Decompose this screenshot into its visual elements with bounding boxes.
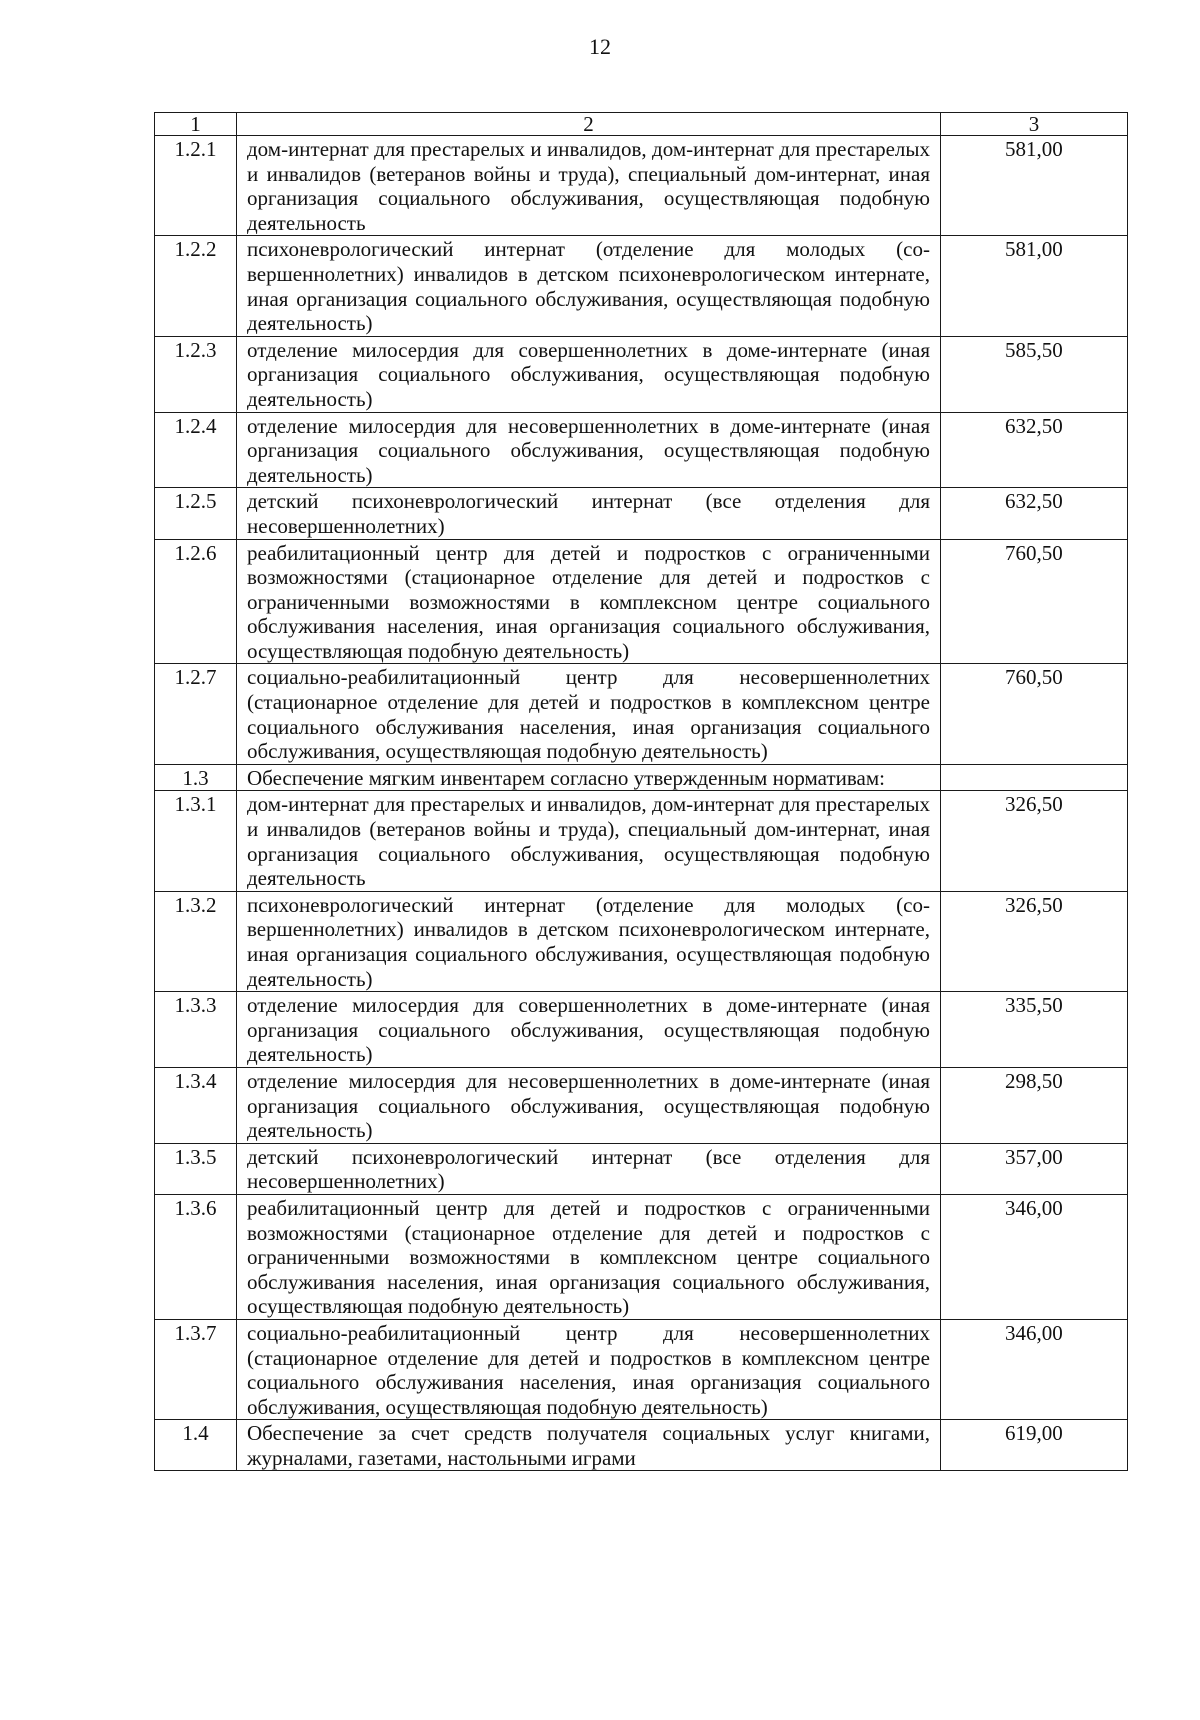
row-number: 1.3.7 xyxy=(155,1319,237,1419)
row-description: отделение милосердия для несовершеннолетних в доме-интернате (иная организация социального обслуживания, осуществляющая подобную деятельность) xyxy=(237,1067,941,1143)
row-description: отделение милосердия для совершеннолетних в доме-интернате (иная организация социального обслуживания, осуществляющая подобную деятельность) xyxy=(237,992,941,1068)
table-row xyxy=(155,1143,1128,1194)
row-number: 1.3.1 xyxy=(155,791,237,891)
table-row xyxy=(155,336,1128,412)
row-description: психоневрологический интернат (отделение для молодых (совершеннолетних) инвалидов в детском психоневрологическом интернате, иная организация социального обслуживания, осуществляющая подобную деятельность) xyxy=(237,236,941,336)
row-value: 346,00 xyxy=(941,1319,1128,1419)
row-value: 619,00 xyxy=(941,1420,1128,1471)
column-header-value: 3 xyxy=(941,113,1128,136)
row-number: 1.3.6 xyxy=(155,1194,237,1319)
row-number: 1.2.4 xyxy=(155,412,237,488)
row-description: отделение милосердия для совершеннолетних в доме-интернате (иная организация социального обслуживания, осуществляющая подобную деятельность) xyxy=(237,336,941,412)
row-number: 1.3 xyxy=(155,764,237,791)
row-description: реабилитационный центр для детей и подростков с ограниченными возможностями (стационарное отделение для детей и подростков с ограниченными возможностями в комплексном центре социального обслуживания населения, иная организация социального обслуживания, осуществляющая подобную деятельность) xyxy=(237,1194,941,1319)
row-number: 1.3.5 xyxy=(155,1143,237,1194)
row-value: 346,00 xyxy=(941,1194,1128,1319)
tariff-table xyxy=(154,112,1128,1471)
row-description: дом-интернат для престарелых и инвалидов, дом-интернат для престарелых и инвалидов (ветеранов войны и труда), специальный дом-интернат, иная организация социального обслуживания, осуществляющая подобную деятельность xyxy=(237,136,941,236)
column-header-number: 1 xyxy=(155,113,237,136)
row-value: 632,50 xyxy=(941,488,1128,539)
row-value: 760,50 xyxy=(941,664,1128,764)
row-description: социально-реабилитационный центр для несовершеннолетних (стационарное отделение для детей и подростков в комплексном центре социального обслуживания населения, иная организация социального обслуживания, осуществляющая подобную деятельность) xyxy=(237,1319,941,1419)
row-number: 1.4 xyxy=(155,1420,237,1471)
table-row xyxy=(155,664,1128,764)
table-row xyxy=(155,539,1128,664)
row-description: Обеспечение за счет средств получателя социальных услуг книгами, журналами, газетами, настольными играми xyxy=(237,1420,941,1471)
row-number: 1.2.6 xyxy=(155,539,237,664)
row-description: реабилитационный центр для детей и подростков с ограниченными возможностями (стационарное отделение для детей и подростков с ограниченными возможностями в комплексном центре социального обслуживания населения, иная организация социального обслуживания, осуществляющая подобную деятельность) xyxy=(237,539,941,664)
row-description: психоневрологический интернат (отделение для молодых (совершеннолетних) инвалидов в детском психоневрологическом интернате, иная организация социального обслуживания, осуществляющая подобную деятельность) xyxy=(237,891,941,991)
row-value: 357,00 xyxy=(941,1143,1128,1194)
row-value: 326,50 xyxy=(941,891,1128,991)
table-section-row xyxy=(155,764,1128,791)
table-row xyxy=(155,791,1128,891)
table-row xyxy=(155,1194,1128,1319)
row-value: 632,50 xyxy=(941,412,1128,488)
row-number: 1.2.2 xyxy=(155,236,237,336)
table-row xyxy=(155,1420,1128,1471)
row-number: 1.3.4 xyxy=(155,1067,237,1143)
row-number: 1.3.3 xyxy=(155,992,237,1068)
row-number: 1.3.2 xyxy=(155,891,237,991)
row-value: 335,50 xyxy=(941,992,1128,1068)
row-number: 1.2.5 xyxy=(155,488,237,539)
table-row xyxy=(155,488,1128,539)
row-description: социально-реабилитационный центр для несовершеннолетних (стационарное отделение для детей и подростков в комплексном центре социального обслуживания населения, иная организация социального обслуживания, осуществляющая подобную деятельность) xyxy=(237,664,941,764)
column-header-description: 2 xyxy=(237,113,941,136)
row-value xyxy=(941,764,1128,791)
table-header-row xyxy=(155,113,1128,136)
table-row xyxy=(155,412,1128,488)
row-number: 1.2.3 xyxy=(155,336,237,412)
table-row xyxy=(155,136,1128,236)
row-description: отделение милосердия для несовершеннолетних в доме-интернате (иная организация социального обслуживания, осуществляющая подобную деятельность) xyxy=(237,412,941,488)
row-description: дом-интернат для престарелых и инвалидов, дом-интернат для престарелых и инвалидов (ветеранов войны и труда), специальный дом-интернат, иная организация социального обслуживания, осуществляющая подобную деятельность xyxy=(237,791,941,891)
row-value: 585,50 xyxy=(941,336,1128,412)
row-description: детский психоневрологический интернат (все отделения для несовершеннолетних) xyxy=(237,488,941,539)
row-description: детский психоневрологический интернат (все отделения для несовершеннолетних) xyxy=(237,1143,941,1194)
table-row xyxy=(155,891,1128,991)
page-number: 12 xyxy=(589,34,611,59)
row-description: Обеспечение мягким инвентарем согласно утвержденным нормативам: xyxy=(237,764,941,791)
row-value: 298,50 xyxy=(941,1067,1128,1143)
row-number: 1.2.7 xyxy=(155,664,237,764)
row-number: 1.2.1 xyxy=(155,136,237,236)
table-row xyxy=(155,992,1128,1068)
row-value: 581,00 xyxy=(941,236,1128,336)
row-value: 326,50 xyxy=(941,791,1128,891)
row-value: 760,50 xyxy=(941,539,1128,664)
table-row xyxy=(155,1319,1128,1419)
table-row xyxy=(155,1067,1128,1143)
table-row xyxy=(155,236,1128,336)
row-value: 581,00 xyxy=(941,136,1128,236)
